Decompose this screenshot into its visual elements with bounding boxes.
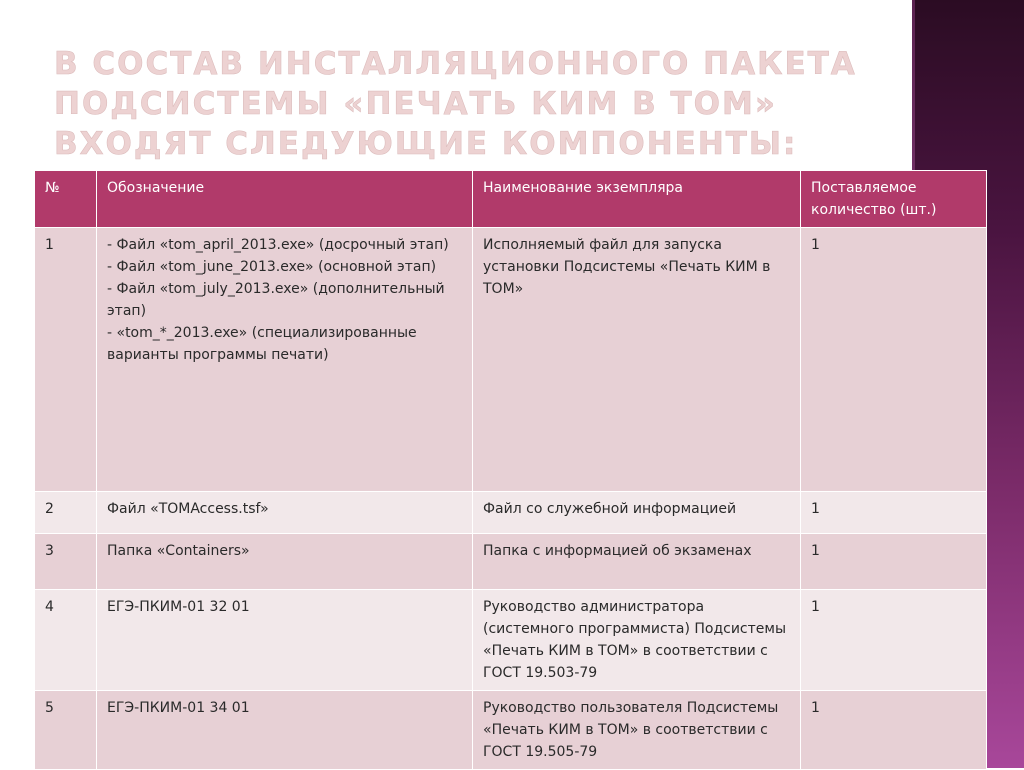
col-header-number: № bbox=[35, 171, 97, 228]
col-header-name: Наименование экземпляра bbox=[473, 171, 801, 228]
col-header-quantity: Поставляемое количество (шт.) bbox=[801, 171, 987, 228]
cell-number: 3 bbox=[35, 534, 97, 590]
cell-quantity: 1 bbox=[801, 534, 987, 590]
cell-quantity: 1 bbox=[801, 492, 987, 534]
cell-name: Папка с информацией об экзаменах bbox=[473, 534, 801, 590]
cell-number: 4 bbox=[35, 590, 97, 691]
cell-name: Руководство администратора (системного программиста) Подсистемы «Печать КИМ в ТОМ» в соответствии с ГОСТ 19.503-79 bbox=[473, 590, 801, 691]
designation-line: - Файл «tom_july_2013.exe» (дополнительный этап) bbox=[107, 281, 445, 319]
cell-number: 5 bbox=[35, 691, 97, 770]
designation-line: - «tom_*_2013.exe» (специализированные варианты программы печати) bbox=[107, 325, 417, 363]
cell-number: 1 bbox=[35, 228, 97, 492]
cell-number: 2 bbox=[35, 492, 97, 534]
table-row bbox=[35, 228, 987, 492]
table-row bbox=[35, 691, 987, 770]
col-header-designation: Обозначение bbox=[97, 171, 473, 228]
cell-name: Руководство пользователя Подсистемы «Печать КИМ в ТОМ» в соответствии с ГОСТ 19.505-79 bbox=[473, 691, 801, 770]
cell-quantity: 1 bbox=[801, 691, 987, 770]
table-row bbox=[35, 534, 987, 590]
cell-designation bbox=[97, 228, 473, 492]
table-header-row bbox=[35, 171, 987, 228]
cell-designation: Папка «Containers» bbox=[97, 534, 473, 590]
cell-designation: ЕГЭ-ПКИМ-01 32 01 bbox=[97, 590, 473, 691]
designation-line: - Файл «tom_april_2013.exe» (досрочный этап) bbox=[107, 237, 449, 253]
cell-designation: ЕГЭ-ПКИМ-01 34 01 bbox=[97, 691, 473, 770]
cell-quantity: 1 bbox=[801, 590, 987, 691]
cell-designation: Файл «TOMAccess.tsf» bbox=[97, 492, 473, 534]
designation-line: - Файл «tom_june_2013.exe» (основной этап) bbox=[107, 259, 437, 275]
components-table bbox=[34, 170, 987, 770]
table-row bbox=[35, 492, 987, 534]
cell-name: Файл со служебной информацией bbox=[473, 492, 801, 534]
slide-title: В СОСТАВ ИНСТАЛЛЯЦИОННОГО ПАКЕТА ПОДСИСТЕМЫ «ПЕЧАТЬ КИМ В ТОМ» ВХОДЯТ СЛЕДУЮЩИЕ КОМПОНЕНТЫ: bbox=[54, 46, 857, 162]
table-row bbox=[35, 590, 987, 691]
cell-name: Исполняемый файл для запуска установки Подсистемы «Печать КИМ в ТОМ» bbox=[473, 228, 801, 492]
cell-quantity: 1 bbox=[801, 228, 987, 492]
